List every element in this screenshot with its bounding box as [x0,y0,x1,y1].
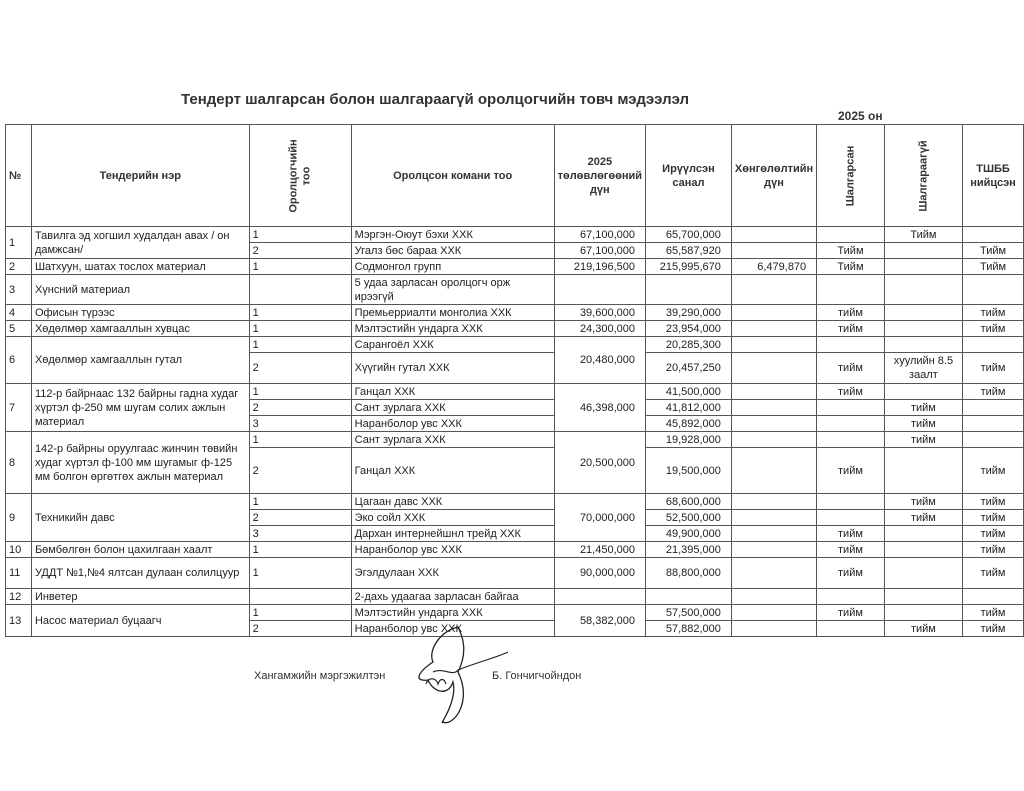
selected-flag: тийм [817,353,885,384]
row-note: 2-дахь удаагаа зарласан байгаа [351,589,554,605]
company-name: Наранболор увс ХХК [351,621,554,637]
discount-amount [731,305,816,321]
participant-index: 1 [249,305,351,321]
not-selected-flag: тийм [884,494,962,510]
discount-amount [731,621,816,637]
selected-flag: тийм [817,542,885,558]
row-number: 10 [6,542,32,558]
planned-amount: 90,000,000 [554,558,645,589]
offer-amount: 23,954,000 [646,321,732,337]
header-offer: Ирүүлсэн санал [646,125,732,227]
planned-amount: 24,300,000 [554,321,645,337]
offer-amount: 19,928,000 [646,432,732,448]
table-row [6,227,1024,243]
row-number: 12 [6,589,32,605]
offer-amount: 41,812,000 [646,400,732,416]
header-selected: Шалгарсан [817,125,885,227]
participant-index: 2 [249,353,351,384]
offer-amount: 39,290,000 [646,305,732,321]
document-title: Тендерт шалгарсан болон шалгараагүй оролцогчийн товч мэдээлэл [180,91,690,108]
participant-index: 1 [249,384,351,400]
offer-amount: 65,700,000 [646,227,732,243]
discount-amount [731,542,816,558]
compliant-flag: тийм [963,494,1024,510]
selected-flag: тийм [817,558,885,589]
discount-amount [731,605,816,621]
discount-amount [731,321,816,337]
selected-flag [817,337,885,353]
company-name: Ганцал ХХК [351,384,554,400]
discount-amount [731,526,816,542]
compliant-flag: тийм [963,305,1024,321]
company-name: Эгэлдулаан ХХК [351,558,554,589]
selected-flag [817,416,885,432]
not-selected-flag [884,526,962,542]
not-selected-flag: тийм [884,416,962,432]
company-name: Сант зурлага ХХК [351,432,554,448]
table-row [6,494,1024,510]
offer-amount: 88,800,000 [646,558,732,589]
empty-cell [817,589,885,605]
tender-name: Насос материал буцаагч [31,605,249,637]
table-row [6,275,1024,305]
header-planned-amount: 2025 төлөвлөгөөний дүн [554,125,645,227]
empty-cell [884,275,962,305]
participant-index: 1 [249,542,351,558]
compliant-flag [963,227,1024,243]
participant-index: 1 [249,227,351,243]
planned-amount: 67,100,000 [554,227,645,243]
row-note: 5 удаа зарласан оролцогч орж ирээгүй [351,275,554,305]
offer-amount: 52,500,000 [646,510,732,526]
header-discount: Хөнгөлөлтийн дүн [731,125,816,227]
participant-index [249,275,351,305]
participant-index: 1 [249,494,351,510]
compliant-flag: тийм [963,510,1024,526]
table-row [6,605,1024,621]
table-row [6,558,1024,589]
table-row [6,384,1024,400]
row-number: 3 [6,275,32,305]
planned-amount: 46,398,000 [554,384,645,432]
offer-amount: 45,892,000 [646,416,732,432]
row-number: 2 [6,259,32,275]
planned-amount: 58,382,000 [554,605,645,637]
not-selected-flag [884,542,962,558]
tender-name: Инветер [31,589,249,605]
tender-name: УДДТ №1,№4 ялтсан дулаан солилцуур [31,558,249,589]
discount-amount [731,494,816,510]
tender-name: Офисын түрээс [31,305,249,321]
company-name: Премьерриалти монголиа ХХК [351,305,554,321]
table-row [6,432,1024,448]
row-number: 7 [6,384,32,432]
not-selected-flag: Тийм [884,227,962,243]
not-selected-flag [884,337,962,353]
header-companies: Оролцсон комани тоо [351,125,554,227]
compliant-flag: тийм [963,384,1024,400]
table-row [6,542,1024,558]
company-name: Сарангоёл ХХК [351,337,554,353]
selected-flag: тийм [817,305,885,321]
empty-cell [554,589,645,605]
not-selected-flag [884,305,962,321]
offer-amount: 65,587,920 [646,243,732,259]
tender-name: Тавилга эд хогшил худалдан авах / он дамжсан/ [31,227,249,259]
selected-flag [817,510,885,526]
tender-name: Бөмбөлгөн болон цахилгаан хаалт [31,542,249,558]
participant-index: 1 [249,605,351,621]
planned-amount: 20,500,000 [554,432,645,494]
compliant-flag: Тийм [963,243,1024,259]
company-name: Ганцал ХХК [351,448,554,494]
selected-flag: тийм [817,384,885,400]
discount-amount [731,416,816,432]
participant-index: 2 [249,621,351,637]
not-selected-flag: тийм [884,621,962,637]
planned-amount: 39,600,000 [554,305,645,321]
row-number: 11 [6,558,32,589]
compliant-flag: тийм [963,526,1024,542]
company-name: Мэлтэстийн ундарга ХХК [351,321,554,337]
participant-index: 1 [249,558,351,589]
selected-flag: тийм [817,605,885,621]
compliant-flag [963,400,1024,416]
planned-amount: 219,196,500 [554,259,645,275]
empty-cell [731,589,816,605]
planned-amount: 67,100,000 [554,243,645,259]
selected-flag: тийм [817,321,885,337]
selected-flag [817,400,885,416]
planned-amount: 70,000,000 [554,494,645,542]
company-name: Мэргэн-Оюут бэхи ХХК [351,227,554,243]
compliant-flag [963,337,1024,353]
row-number: 6 [6,337,32,384]
row-number: 4 [6,305,32,321]
not-selected-flag [884,448,962,494]
discount-amount [731,227,816,243]
row-number: 9 [6,494,32,542]
compliant-flag: тийм [963,621,1024,637]
header-tender-name: Тендерийн нэр [31,125,249,227]
header-row [6,125,1024,227]
participant-index: 3 [249,526,351,542]
compliant-flag [963,432,1024,448]
offer-amount: 41,500,000 [646,384,732,400]
offer-amount: 20,457,250 [646,353,732,384]
offer-amount: 215,995,670 [646,259,732,275]
discount-amount [731,558,816,589]
empty-cell [817,275,885,305]
discount-amount [731,384,816,400]
offer-amount: 49,900,000 [646,526,732,542]
signer-name: Б. Гончигчойндон [492,670,582,682]
participant-index: 2 [249,510,351,526]
company-name: Хүүгийн гутал ХХК [351,353,554,384]
offer-amount: 19,500,000 [646,448,732,494]
table-body [6,227,1024,637]
participant-index: 1 [249,321,351,337]
tender-name: Хүнсний материал [31,275,249,305]
participant-index [249,589,351,605]
offer-amount: 21,395,000 [646,542,732,558]
selected-flag [817,621,885,637]
offer-amount: 57,500,000 [646,605,732,621]
company-name: Эко сойл ХХК [351,510,554,526]
discount-amount [731,400,816,416]
compliant-flag: тийм [963,353,1024,384]
company-name: Наранболор увс ХХК [351,542,554,558]
table-row [6,337,1024,353]
year-label: 2025 он [838,109,883,123]
selected-flag [817,494,885,510]
empty-cell [554,275,645,305]
company-name: Мэлтэстийн ундарга ХХК [351,605,554,621]
participant-index: 2 [249,448,351,494]
table-row [6,321,1024,337]
discount-amount [731,243,816,259]
participant-index: 2 [249,243,351,259]
compliant-flag: тийм [963,605,1024,621]
discount-amount [731,353,816,384]
discount-amount [731,337,816,353]
not-selected-flag [884,243,962,259]
tender-name: Хөдөлмөр хамгааллын гутал [31,337,249,384]
selected-flag: тийм [817,526,885,542]
planned-amount: 21,450,000 [554,542,645,558]
row-number: 8 [6,432,32,494]
participant-index: 3 [249,416,351,432]
table-row [6,259,1024,275]
row-number: 13 [6,605,32,637]
row-number: 1 [6,227,32,259]
selected-flag: Тийм [817,259,885,275]
discount-amount [731,510,816,526]
header-no: № [6,125,32,227]
planned-amount: 20,480,000 [554,337,645,384]
table-row [6,589,1024,605]
empty-cell [731,275,816,305]
header-compliant: ТШББ нийцсэн [963,125,1024,227]
discount-amount [731,448,816,494]
not-selected-flag [884,384,962,400]
compliant-flag [963,416,1024,432]
compliant-flag: тийм [963,558,1024,589]
company-name: Сант зурлага ХХК [351,400,554,416]
compliant-flag: тийм [963,448,1024,494]
not-selected-flag [884,605,962,621]
offer-amount: 68,600,000 [646,494,732,510]
header-participant-count: Оролцогчийн тоо [249,125,351,227]
offer-amount: 57,882,000 [646,621,732,637]
empty-cell [963,275,1024,305]
not-selected-flag [884,321,962,337]
empty-cell [963,589,1024,605]
compliant-flag: тийм [963,321,1024,337]
not-selected-flag: тийм [884,400,962,416]
participant-index: 2 [249,400,351,416]
participant-index: 1 [249,432,351,448]
tender-name: Техникийн давс [31,494,249,542]
header-not-selected: Шалгараагүй [884,125,962,227]
company-name: Угалз бөс бараа ХХК [351,243,554,259]
not-selected-flag [884,558,962,589]
tender-name: 142-р байрны оруулгаас жинчин төвийн худаг хүртэл ф-100 мм шугамыг ф-125 мм болгон өргөтгөх ажлын материал [31,432,249,494]
compliant-flag: тийм [963,542,1024,558]
company-name: Содмонгол групп [351,259,554,275]
tender-name: Шатхуун, шатах тослох материал [31,259,249,275]
empty-cell [646,589,732,605]
not-selected-flag: хуулийн 8.5 заалт [884,353,962,384]
row-number: 5 [6,321,32,337]
participant-index: 1 [249,337,351,353]
company-name: Наранболор увс ХХК [351,416,554,432]
tender-name: Хөдөлмөр хамгааллын хувцас [31,321,249,337]
empty-cell [646,275,732,305]
company-name: Дархан интернейшнл трейд ХХК [351,526,554,542]
signer-position: Хангамжийн мэргэжилтэн [254,670,386,682]
discount-amount [731,432,816,448]
tender-name: 112-р байрнаас 132 байрны гадна худаг хүртэл ф-250 мм шугам солих ажлын материал [31,384,249,432]
tender-table [5,124,1024,637]
selected-flag: Тийм [817,243,885,259]
compliant-flag: Тийм [963,259,1024,275]
offer-amount: 20,285,300 [646,337,732,353]
selected-flag: тийм [817,448,885,494]
selected-flag [817,432,885,448]
participant-index: 1 [249,259,351,275]
not-selected-flag: тийм [884,432,962,448]
selected-flag [817,227,885,243]
company-name: Цагаан давс ХХК [351,494,554,510]
table-row [6,305,1024,321]
not-selected-flag: тийм [884,510,962,526]
not-selected-flag [884,259,962,275]
discount-amount: 6,479,870 [731,259,816,275]
empty-cell [884,589,962,605]
